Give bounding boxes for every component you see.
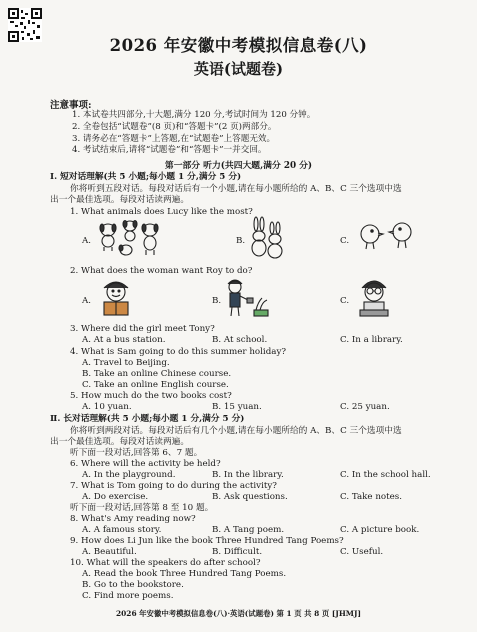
- option-8b: B. A Tang poem.: [212, 525, 285, 535]
- option-2a: A.: [82, 296, 92, 306]
- option-10b: B. Go to the bookstore.: [82, 580, 184, 590]
- note-item: 3. 请务必在“答题卡”上答题,在“试题卷”上答题无效。: [72, 133, 276, 144]
- dogs-picture: [96, 218, 166, 258]
- question-6: 6. Where will the activity be held?: [70, 459, 221, 469]
- section2-instruction: 你将听到两段对话。每段对话后有几个小题,请在每小题所给的 A、B、C 三个选项中选: [70, 426, 402, 436]
- option-10c: C. Find more poems.: [82, 591, 174, 601]
- listening-note-1: 听下面一段对话,回答第 6、7 题。: [70, 448, 203, 458]
- option-1b: B.: [236, 236, 246, 246]
- option-8c: C. A picture book.: [340, 525, 420, 535]
- option-4a: A. Travel to Beijing.: [82, 358, 170, 368]
- option-5c: C. 25 yuan.: [340, 402, 390, 412]
- question-5: 5. How much do the two books cost?: [70, 391, 232, 401]
- option-1a: A.: [82, 236, 92, 246]
- part1-heading: 第一部分 听力(共四大题,满分 20 分): [164, 161, 313, 171]
- section1-instruction-cont: 出一个最佳选项。每段对话读两遍。: [50, 195, 189, 205]
- option-9b: B. Difficult.: [212, 547, 263, 557]
- option-6b: B. In the library.: [212, 470, 284, 480]
- option-1c: C.: [340, 236, 350, 246]
- option-10a: A. Read the book Three Hundred Tang Poems.: [82, 569, 287, 579]
- note-item: 2. 全卷包括“试题卷”(8 页)和“答题卡”(2 页)两部分。: [72, 121, 277, 132]
- question-7: 7. What is Tom going to do during the activity?: [70, 481, 277, 491]
- option-2b: B.: [212, 296, 222, 306]
- question-8: 8. What's Amy reading now?: [70, 514, 196, 524]
- page-footer: 2026 年安徽中考模拟信息卷(八)·英语(试题卷) 第 1 页 共 8 页 [JHMJ]: [116, 609, 361, 618]
- section1-instruction: 你将听到五段对话。每段对话后有一个小题,请在每小题所给的 A、B、C 三个选项中选: [70, 184, 402, 194]
- question-4: 4. What is Sam going to do this summer holiday?: [70, 347, 287, 357]
- exam-subtitle: 英语(试题卷): [193, 60, 284, 78]
- question-1: 1. What animals does Lucy like the most?: [70, 207, 253, 217]
- question-3: 3. Where did the girl meet Tony?: [70, 324, 215, 334]
- note-item: 1. 本试卷共四部分,十大题,满分 120 分,考试时间为 120 分钟。: [72, 110, 316, 120]
- option-6c: C. In the school hall.: [340, 470, 431, 480]
- option-3c: C. In a library.: [340, 335, 403, 345]
- option-3b: B. At school.: [212, 335, 268, 345]
- option-6a: A. In the playground.: [82, 470, 176, 480]
- option-7a: A. Do exercise.: [82, 492, 149, 502]
- rabbits-picture: [246, 216, 286, 260]
- question-2: 2. What does the woman want Roy to do?: [70, 266, 253, 276]
- listening-note-2: 听下面一段对话,回答第 8 至 10 题。: [70, 503, 214, 513]
- option-8a: A. A famous story.: [82, 525, 162, 535]
- option-3a: A. At a bus station.: [82, 335, 166, 345]
- section2-header: Ⅱ. 长对话理解(共 5 小题;每小题 1 分,满分 5 分): [50, 414, 245, 424]
- option-7b: B. Ask questions.: [212, 492, 288, 502]
- exam-title: 2026 年安徽中考模拟信息卷(八): [109, 36, 368, 55]
- section1-header: Ⅰ. 短对话理解(共 5 小题;每小题 1 分,满分 5 分): [50, 172, 242, 182]
- notes-heading: 注意事项:: [50, 100, 92, 111]
- notes-list: [72, 110, 315, 157]
- boy-watering-plants-picture: [222, 276, 272, 320]
- option-9a: A. Beautiful.: [82, 547, 137, 557]
- chicks-picture: [354, 218, 420, 258]
- option-4c: C. Take an online English course.: [82, 380, 229, 390]
- option-5a: A. 10 yuan.: [82, 402, 132, 412]
- section2-instruction-cont: 出一个最佳选项。每段对话读两遍。: [50, 437, 189, 447]
- option-2c: C.: [340, 296, 350, 306]
- question-9: 9. How does Li Jun like the book Three Hundred Tang Poems?: [70, 536, 344, 546]
- question-10: 10. What will the speakers do after school?: [70, 558, 261, 568]
- option-5b: B. 15 yuan.: [212, 402, 262, 412]
- option-4b: B. Take an online Chinese course.: [82, 369, 232, 379]
- boy-reading-picture: [96, 278, 136, 320]
- option-7c: C. Take notes.: [340, 492, 403, 502]
- note-item: 4. 考试结束后,请将“试题卷”和“答题卡”一并交回。: [72, 145, 267, 156]
- option-9c: C. Useful.: [340, 547, 384, 557]
- boy-with-glasses-picture: [354, 276, 394, 320]
